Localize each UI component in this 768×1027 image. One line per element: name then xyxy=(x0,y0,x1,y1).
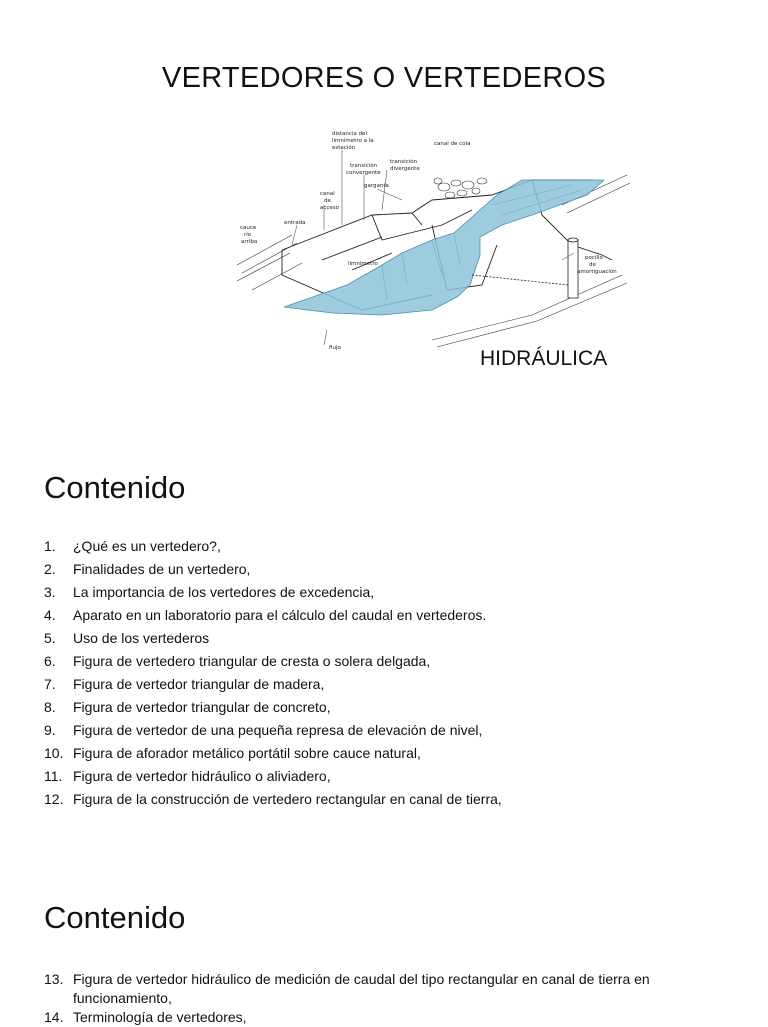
list-item xyxy=(44,1008,704,1027)
label-distancia-3: estación xyxy=(332,145,356,151)
list-item-number: 14. xyxy=(44,1009,64,1025)
water-surface xyxy=(284,180,604,315)
list-item-number: 6. xyxy=(44,653,56,669)
label-distancia-1: distancia del xyxy=(332,131,367,137)
list-item xyxy=(44,535,734,558)
list-item xyxy=(44,970,704,1008)
label-limnimetro: limnímetro xyxy=(348,261,378,267)
document-title: VERTEDORES O VERTEDEROS xyxy=(161,62,607,94)
list-item xyxy=(44,558,734,581)
label-distancia-2: limnímetro a la xyxy=(332,138,374,144)
list-item-number: 7. xyxy=(44,676,56,692)
list-item xyxy=(44,604,734,627)
list-item-text: Figura de vertedor hidráulico de medición de caudal del tipo rectangular en canal de tierra en funcionamiento, xyxy=(73,971,650,1006)
list-item-text: Figura de la construcción de vertedero rectangular en canal de tierra, xyxy=(73,791,502,807)
list-item-number: 10. xyxy=(44,745,64,761)
label-trans-conv-2: convergente xyxy=(346,170,381,176)
list-item-number: 13. xyxy=(44,971,64,987)
list-item xyxy=(44,788,734,811)
flume-diagram xyxy=(232,125,632,355)
list-item-text: Figura de vertedor triangular de concreto, xyxy=(73,699,331,715)
list-item xyxy=(44,650,734,673)
list-item xyxy=(44,742,734,765)
list-item-number: 5. xyxy=(44,630,56,646)
list-item-text: La importancia de los vertedores de excedencia, xyxy=(73,584,375,600)
label-canal-acceso-2: de xyxy=(324,198,331,204)
list-item-text: Figura de vertedor triangular de madera, xyxy=(73,676,325,692)
label-cauce-3: arriba xyxy=(241,239,258,245)
label-pocillo-2: de xyxy=(589,262,596,268)
label-garganta: garganta xyxy=(364,183,389,189)
list-item-text: Figura de aforador metálico portátil sobre cauce natural, xyxy=(73,745,421,761)
list-item-text: Uso de los vertederos xyxy=(73,630,210,646)
label-flujo: flujo xyxy=(329,345,341,351)
label-canal-cola: canal de cola xyxy=(434,141,471,147)
contents-list-1 xyxy=(44,535,734,811)
list-item-text: Figura de vertedor de una pequeña represa de elevación de nivel, xyxy=(73,722,483,738)
figure-subtitle: HIDRÁULICA xyxy=(480,347,608,370)
label-trans-conv-1: transición xyxy=(350,163,378,169)
label-canal-acceso-1: canal xyxy=(320,191,335,197)
list-item-text: ¿Qué es un vertedero?, xyxy=(73,538,221,554)
list-item xyxy=(44,719,734,742)
label-canal-acceso-3: acceso xyxy=(320,205,340,211)
label-trans-div-2: divergente xyxy=(390,166,420,172)
label-pocillo-1: pocillo xyxy=(585,255,603,261)
list-item xyxy=(44,696,734,719)
list-item-number: 12. xyxy=(44,791,64,807)
label-cauce-1: cauce xyxy=(240,225,257,231)
list-item-number: 3. xyxy=(44,584,56,600)
rocks xyxy=(434,178,487,198)
list-item-number: 9. xyxy=(44,722,56,738)
list-item-number: 11. xyxy=(44,768,63,784)
list-item-text: Finalidades de un vertedero, xyxy=(73,561,251,577)
list-item-number: 4. xyxy=(44,607,56,623)
list-item-number: 2. xyxy=(44,561,56,577)
list-item-text: Aparato en un laboratorio para el cálculo del caudal en vertederos. xyxy=(73,607,487,623)
list-item xyxy=(44,765,734,788)
list-item xyxy=(44,627,734,650)
list-item xyxy=(44,673,734,696)
list-item-number: 1. xyxy=(44,538,56,554)
section-heading-1: Contenido xyxy=(44,470,186,505)
list-item-text: Figura de vertedor hidráulico o aliviadero, xyxy=(73,768,331,784)
list-item-text: Terminología de vertedores, xyxy=(73,1009,247,1025)
contents-list-2 xyxy=(44,970,704,1027)
list-item-number: 8. xyxy=(44,699,56,715)
label-pocillo-3: amortiguación xyxy=(577,269,617,275)
list-item-text: Figura de vertedero triangular de cresta o solera delgada, xyxy=(73,653,431,669)
list-item xyxy=(44,581,734,604)
section-heading-2: Contenido xyxy=(44,900,186,935)
label-cauce-2: río xyxy=(244,232,252,238)
label-trans-div-1: transición xyxy=(390,159,418,165)
label-entrada: entrada xyxy=(284,220,306,226)
